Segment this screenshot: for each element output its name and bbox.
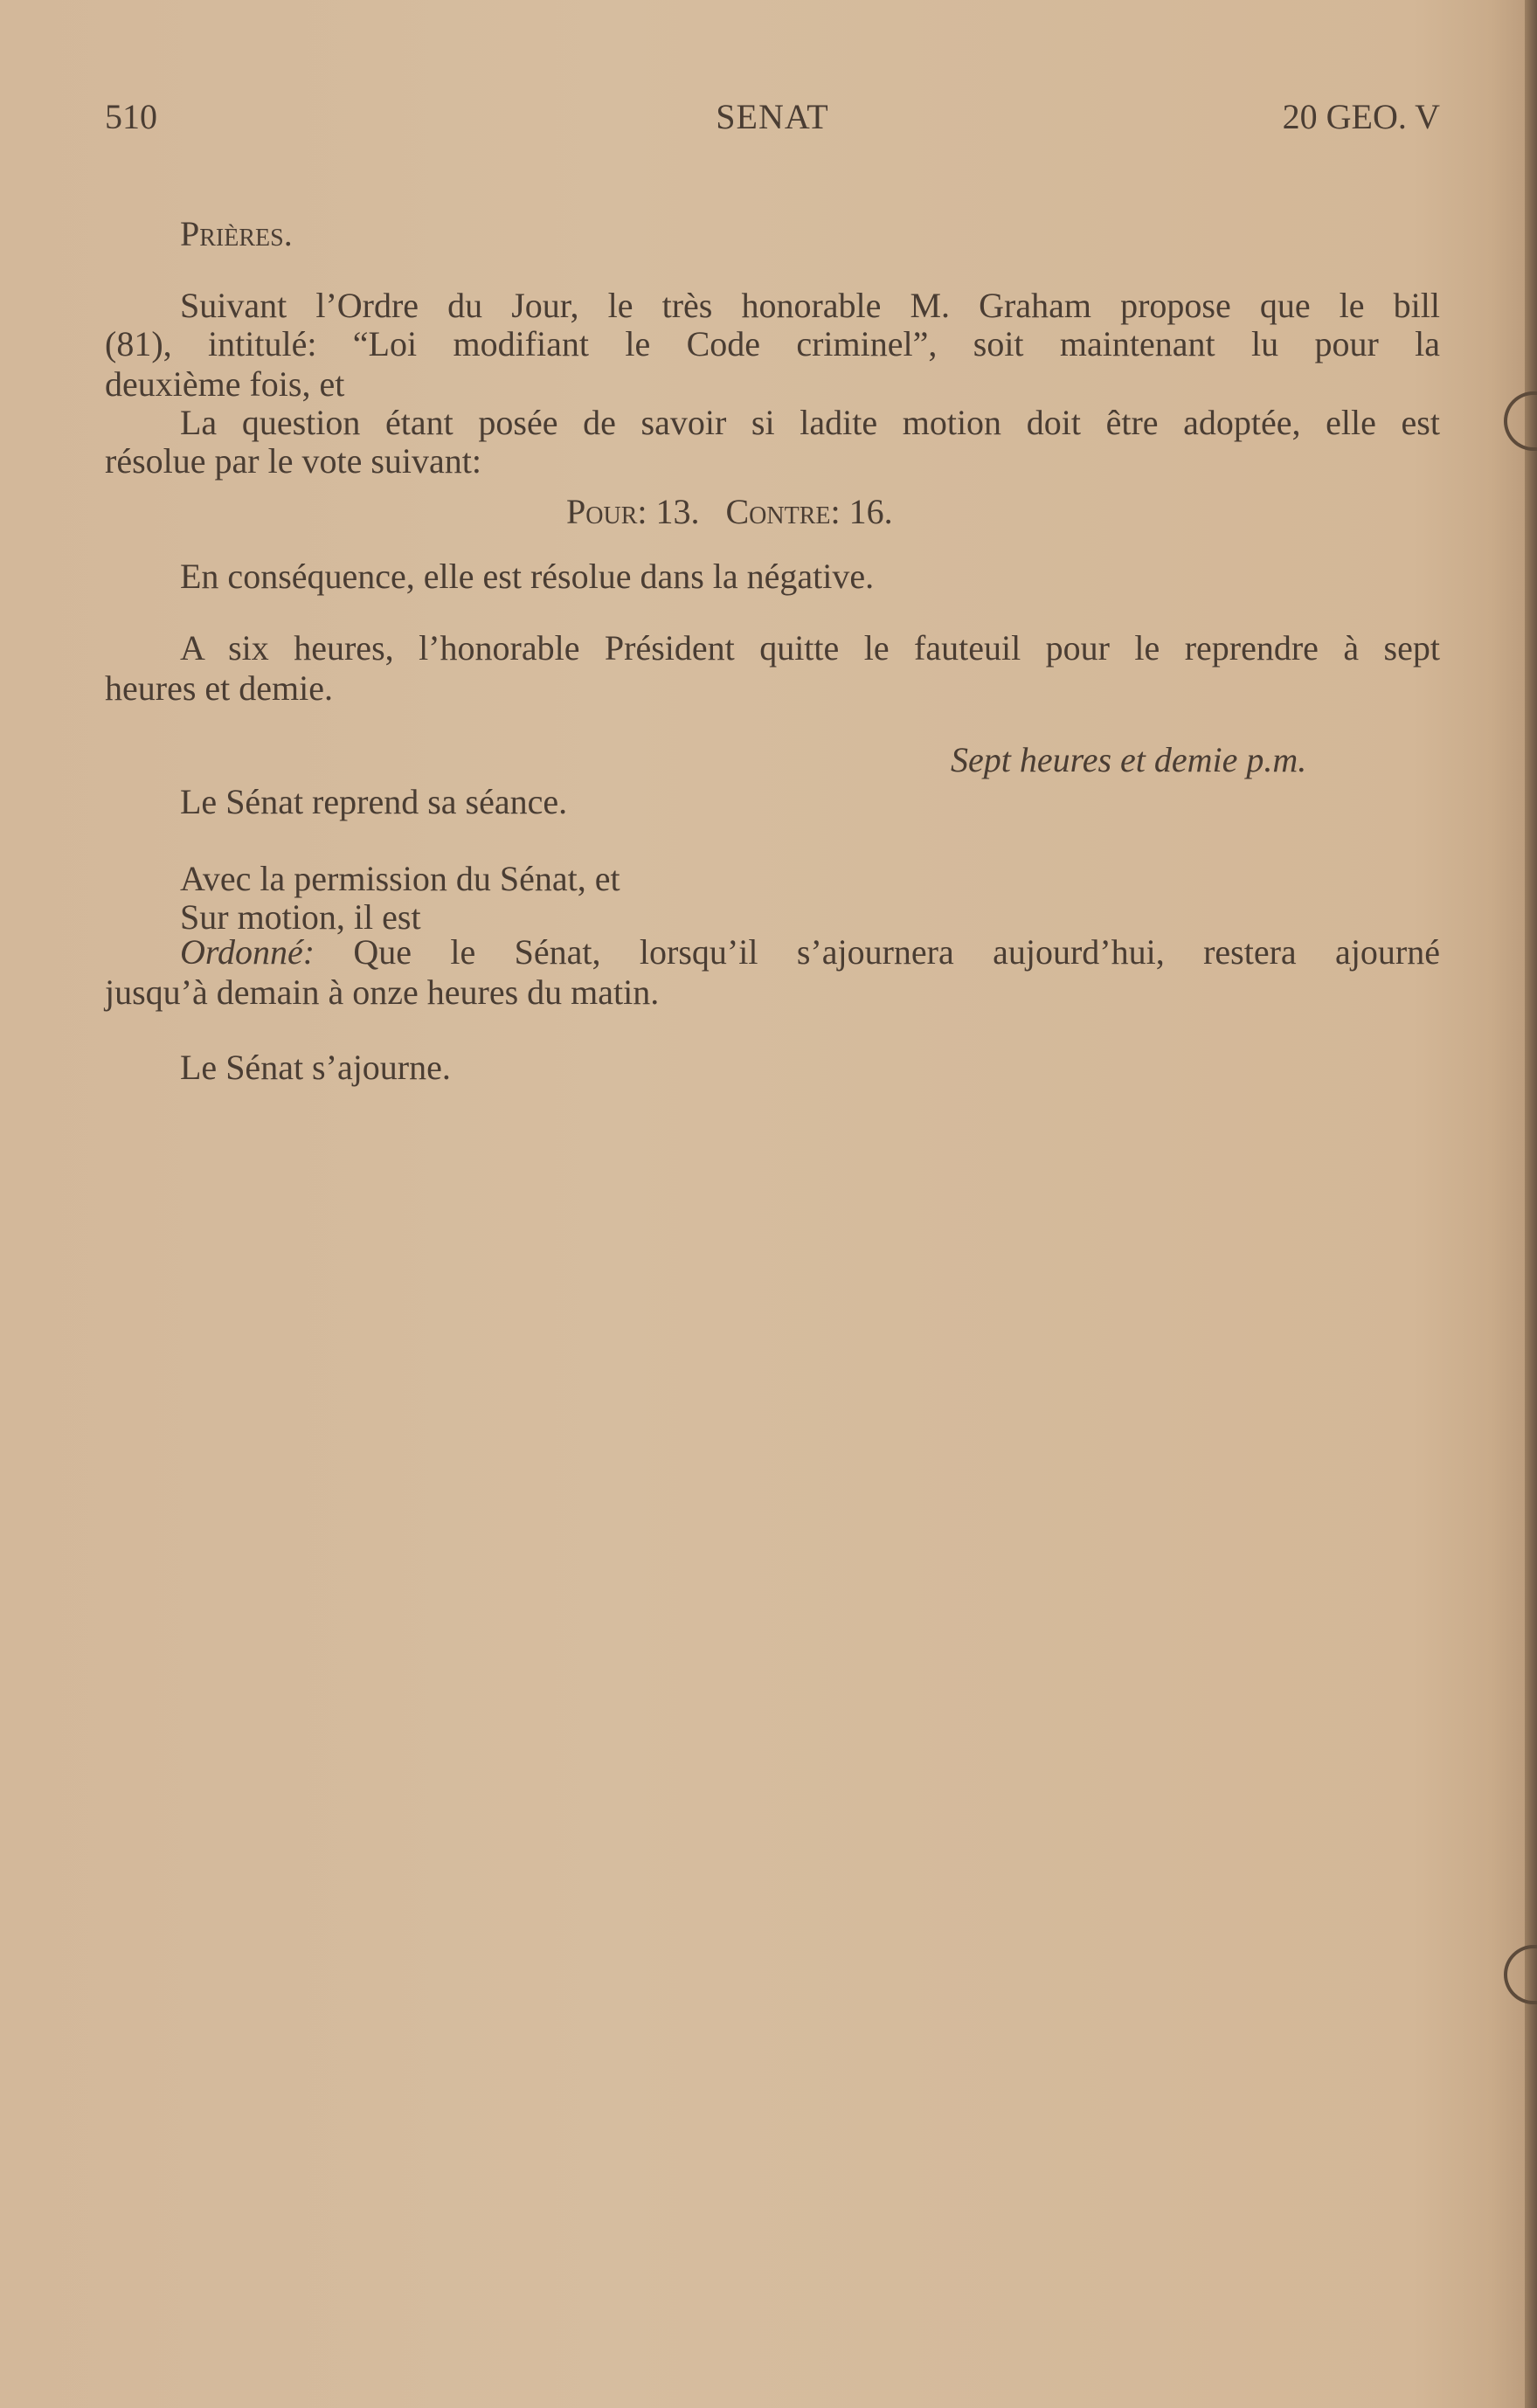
paragraph-line: heures et demie. — [105, 668, 333, 708]
paragraph-line: Sur motion, il est — [180, 897, 421, 937]
paragraph-line: deuxième fois, et — [105, 364, 345, 404]
page-header — [105, 96, 1440, 140]
ordered-line — [105, 933, 1440, 972]
paragraph-line: Le Sénat reprend sa séance. — [180, 782, 568, 821]
paragraph-line: La question étant posée de savoir si ladite motion doit être adoptée, elle est — [180, 403, 1440, 442]
paragraph-line: jusqu’à demain à onze heures du matin. — [105, 972, 660, 1012]
paragraph-line: En conséquence, elle est résolue dans la négative. — [180, 557, 875, 596]
paragraph-line: Avec la permission du Sénat, et — [180, 859, 620, 898]
paragraph-line: résolue par le vote suivant: — [105, 441, 481, 481]
vote-pour-label: Pour — [566, 492, 638, 531]
paragraph-line: A six heures, l’honorable Président quitte le fauteuil pour le reprendre à sept — [180, 628, 1440, 668]
ordered-label: Ordonné: — [180, 932, 315, 972]
prayers-heading: Prières. — [180, 214, 293, 253]
vote-result — [566, 493, 1178, 531]
time-note: Sept heures et demie p.m. — [951, 740, 1307, 779]
page-title: SENAT — [716, 97, 829, 136]
paragraph-line: Le Sénat s’ajourne. — [180, 1048, 451, 1087]
paragraph-line: Suivant l’Ordre du Jour, le très honorable M. Graham propose que le bill — [180, 286, 1440, 325]
paragraph-line: (81), intitulé: “Loi modifiant le Code criminel”, soit maintenant lu pour la — [105, 324, 1440, 363]
vote-contre-value: : 16. — [830, 492, 893, 531]
session-label: 20 GEO. V — [1282, 97, 1440, 136]
binding-edge — [1525, 0, 1537, 2408]
page-number: 510 — [105, 97, 157, 136]
vote-contre-label: Contre — [725, 492, 831, 531]
ordered-text: Que le Sénat, lorsqu’il s’ajournera aujourd’hui, restera ajourné — [315, 932, 1440, 972]
vote-pour-value: : 13. — [637, 492, 700, 531]
